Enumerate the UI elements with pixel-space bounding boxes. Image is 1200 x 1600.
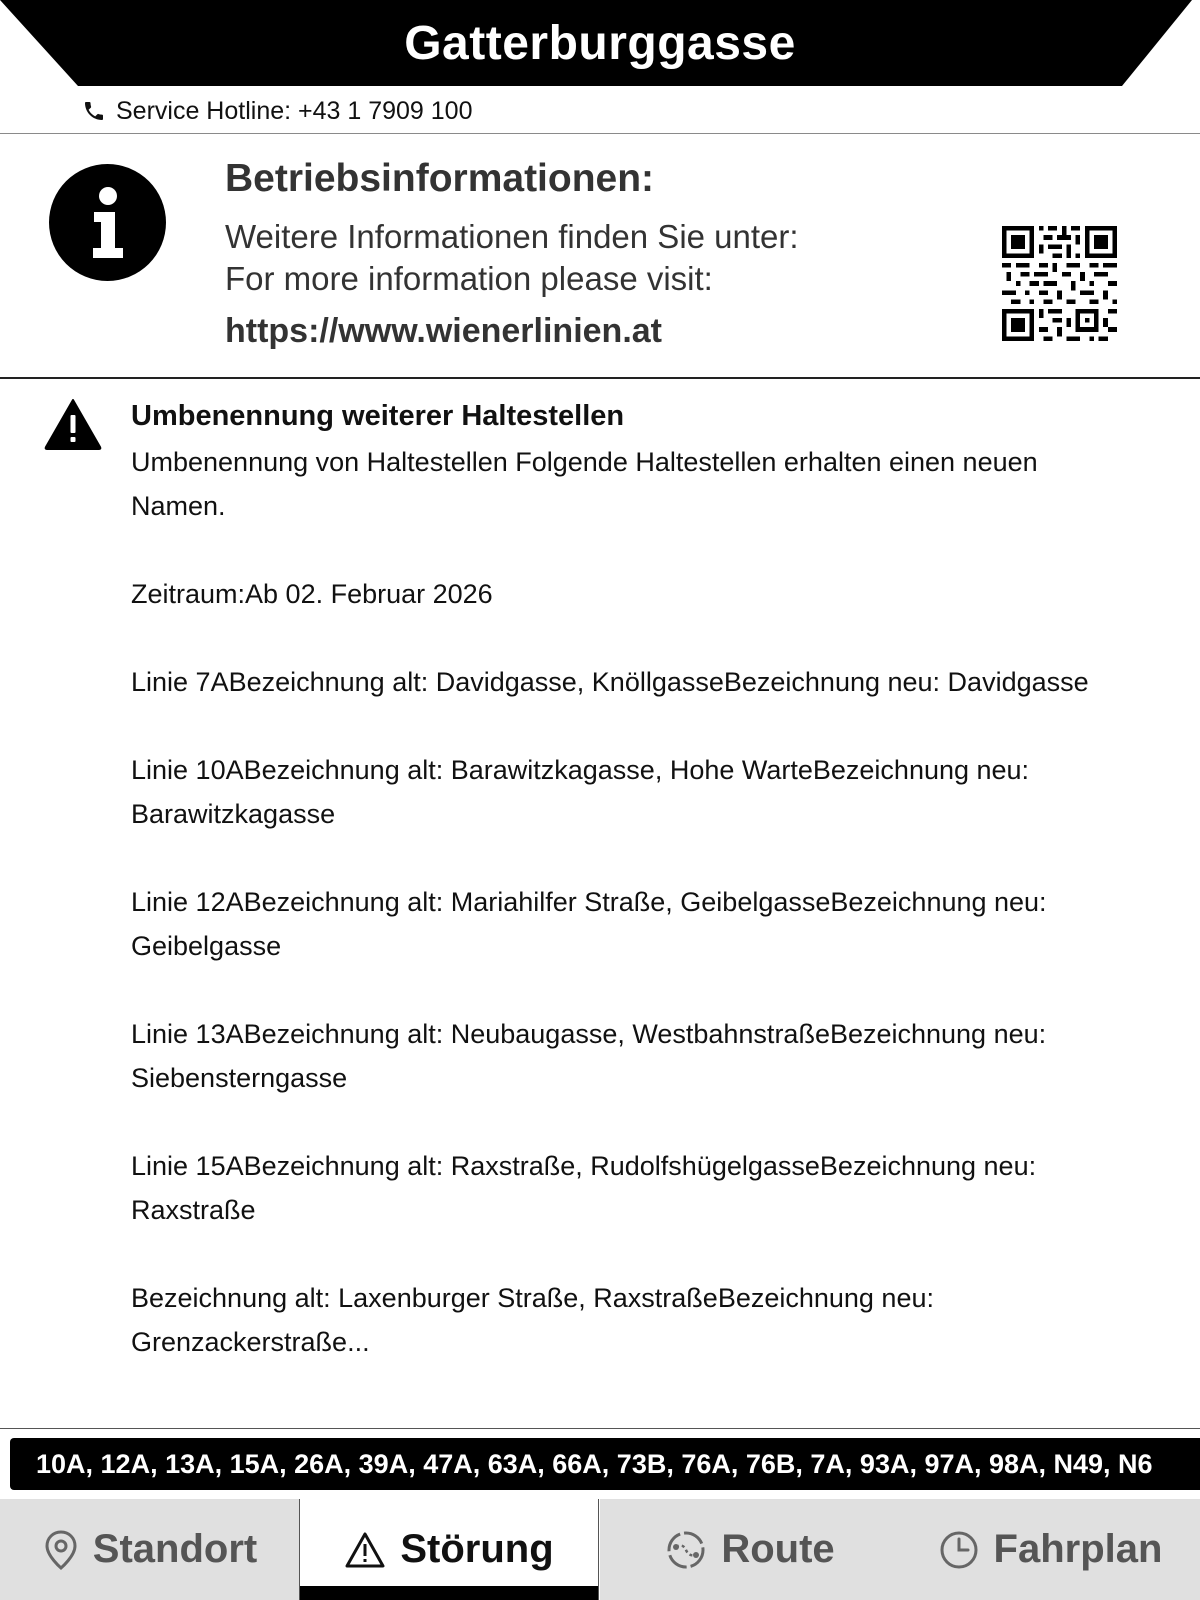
hotline-text: Service Hotline: +43 1 7909 100 [116,96,473,125]
disruption-paragraph: Linie 12ABezeichnung alt: Mariahilfer Straße, GeibelgasseBezeichnung neu: Geibelgasse [131,887,1047,961]
info-text-de: Weitere Informationen finden Sie unter: [225,218,799,255]
qr-code-icon[interactable] [1002,226,1117,341]
tab-label: Route [721,1527,835,1571]
station-title: Gatterburggasse [404,16,796,70]
disruption-paragraph: Zeitraum:Ab 02. Februar 2026 [131,579,493,609]
divider [0,377,1200,379]
tab-standort[interactable] [0,1499,300,1600]
disruption-paragraph: Umbenennung von Haltestellen Folgende Haltestellen erhalten einen neuen Namen. [131,447,1038,521]
tab-fahrplan[interactable] [900,1499,1200,1600]
header [0,0,1200,86]
tab-stoerung[interactable] [299,1499,599,1600]
divider [0,1428,1200,1429]
tab-bar [0,1499,1200,1600]
warning-icon [344,1531,386,1569]
info-icon [49,164,166,281]
clock-icon [938,1529,980,1571]
disruption-paragraph: Bezeichnung alt: Laxenburger Straße, RaxstraßeBezeichnung neu: Grenzackerstraße... [131,1283,934,1357]
info-url-link[interactable]: https://www.wienerlinien.at [225,312,663,350]
info-text-en: For more information please visit: [225,260,713,297]
tab-label: Störung [400,1527,554,1571]
location-pin-icon [43,1529,79,1571]
info-title: Betriebsinformationen: [225,157,655,200]
disruption-paragraph: Linie 10ABezeichnung alt: Barawitzkagasse, Hohe WarteBezeichnung neu: Barawitzkagasse [131,755,1030,829]
disruption-body [131,440,1091,1364]
disruption-paragraph: Linie 7ABezeichnung alt: Davidgasse, KnöllgasseBezeichnung neu: Davidgasse [131,667,1089,697]
tab-label: Fahrplan [993,1527,1163,1571]
affected-lines-ticker [10,1438,1200,1490]
disruption-paragraph: Linie 13ABezeichnung alt: Neubaugasse, WestbahnstraßeBezeichnung neu: Siebensterngasse [131,1019,1047,1093]
phone-icon [82,99,106,123]
disruption-title: Umbenennung weiterer Haltestellen [131,400,625,432]
tab-route[interactable] [600,1499,900,1600]
route-icon [665,1529,707,1571]
divider [0,133,1200,134]
tab-label: Standort [92,1527,258,1571]
service-hotline [82,94,473,128]
disruption-paragraph: Linie 15ABezeichnung alt: Raxstraße, RudolfshügelgasseBezeichnung neu: Raxstraße [131,1151,1037,1225]
affected-lines-text: 10A, 12A, 13A, 15A, 26A, 39A, 47A, 63A, 66A, 73B, 76A, 76B, 7A, 93A, 97A, 98A, N49, N6 [36,1448,1153,1479]
warning-icon [44,398,102,450]
